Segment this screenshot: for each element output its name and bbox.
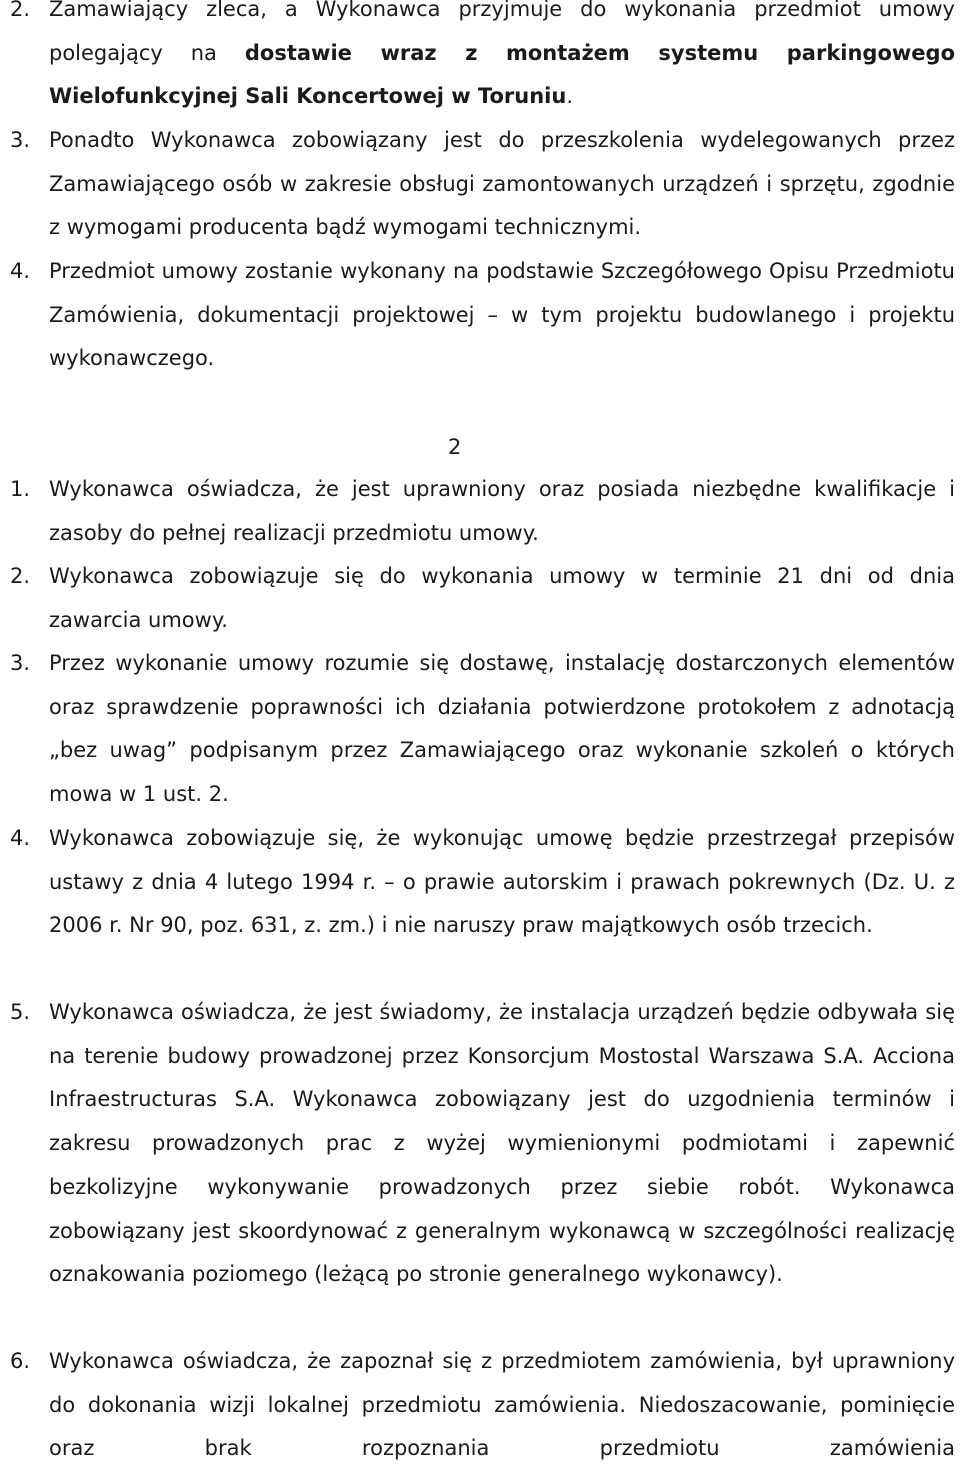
item-text: Wykonawca oświadcza, że zapoznał się z przedmiotem zamówienia, był uprawniony do dokonania wizji lokalnej przedmiotu zamówienia. Niedoszacowanie, pominięcie oraz brak rozpoznania przedmiotu zamówienia [49,1349,955,1461]
item-number: 3. [10,128,31,152]
list-item [10,642,955,817]
item-number: 2. [10,564,31,588]
item-text-part: . [566,84,573,109]
item-text-part: Zamawiający zleca, a Wykonawca przyjmuje do wykonania przedmiot umowy polegający na [49,0,955,65]
item-text: Ponadto Wykonawca zobowiązany jest do przeszkolenia wydelegowanych przez Zamawiającego osób w zakresie obsługi zamontowanych urządzeń i sprzętu, zgodnie z wymogami producenta bądź wymogami technicznymi. [49,128,955,240]
list-item [10,817,955,948]
list-item [10,250,955,381]
item-number: 6. [10,1349,31,1373]
list-item [10,0,955,119]
item-text [49,0,955,119]
item-text: Przedmiot umowy zostanie wykonany na podstawie Szczegółowego Opisu Przedmiotu Zamówienia, dokumentacji projektowej – w tym projektu budowlanego i projektu wykonawczego. [49,259,955,371]
list-item [10,555,955,642]
list-item [10,468,955,555]
list-item [10,991,955,1297]
section-heading: 2 [448,435,462,459]
item-text: Wykonawca oświadcza, że jest świadomy, że instalacja urządzeń będzie odbywała się na terenie budowy prowadzonej przez Konsorcjum Mostostal Warszawa S.A. Acciona Infraestructuras S.A. Wykonawca zobowiązany jest do uzgodnienia terminów i zakresu prowadzonych prac z wyżej wymienionymi podmiotami i zapewnić bezkolizyjne wykonywanie prowadzonych przez siebie robót. Wykonawca zobowiązany jest skoordynować z generalnym wykonawcą w szczególności realizację oznakowania poziomego (leżącą po stronie generalnego wykonawcy). [49,1000,955,1287]
item-number: 4. [10,259,31,283]
item-text: Wykonawca zobowiązuje się, że wykonując umowę będzie przestrzegał przepisów ustawy z dnia 4 lutego 1994 r. – o prawie autorskim i prawach pokrewnych (Dz. U. z 2006 r. Nr 90, poz. 631, z. zm.) i nie naruszy praw majątkowych osób trzecich. [49,826,955,938]
item-number: 4. [10,826,31,850]
list-item [10,1340,955,1471]
item-number: 5. [10,1000,31,1024]
item-number: 2. [10,0,31,21]
list-item [10,119,955,250]
item-text: Wykonawca oświadcza, że jest uprawniony oraz posiada niezbędne kwalifikacje i zasoby do pełnej realizacji przedmiotu umowy. [49,477,955,545]
item-text: Przez wykonanie umowy rozumie się dostawę, instalację dostarczonych elementów oraz sprawdzenie poprawności ich działania potwierdzone protokołem z adnotacją „bez uwag” podpisanym przez Zamawiającego oraz wykonanie szkoleń o których mowa w 1 ust. 2. [49,651,955,807]
item-text: Wykonawca zobowiązuje się do wykonania umowy w terminie 21 dni od dnia zawarcia umowy. [49,564,955,632]
item-number: 3. [10,651,31,675]
item-number: 1. [10,477,31,501]
item-text-bold: dostawie wraz z montażem systemu parkingowego Wielofunkcyjnej Sali Koncertowej w Toruniu [49,40,955,109]
